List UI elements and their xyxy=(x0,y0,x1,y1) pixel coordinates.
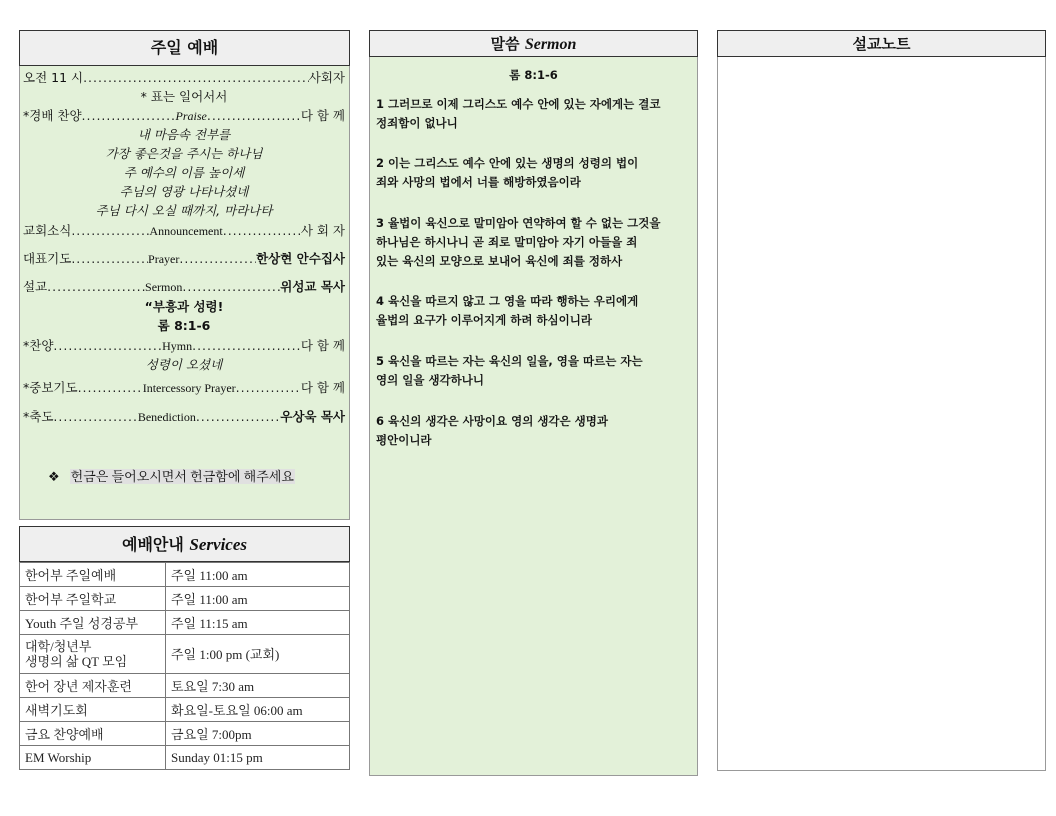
intercession-by: 다 함 께 xyxy=(300,380,345,395)
sermon-label: 설교 xyxy=(23,279,48,294)
prayer-label: 대표기도 xyxy=(23,251,72,266)
lyric-line: 주 예수의 이름 높이세 xyxy=(123,165,245,180)
verse-2 xyxy=(376,154,691,192)
service-name: 한어부 주일예배 xyxy=(20,563,166,587)
service-name: 금요 찬양예배 xyxy=(20,722,166,746)
verse-line: 율법의 요구가 이루어지게 하려 하심이니라 xyxy=(376,313,592,327)
service-time: 화요일-토요일 06:00 am xyxy=(166,698,350,722)
lyric-line: 주님의 영광 나타나셨네 xyxy=(119,184,249,199)
hymn-en: Hymn xyxy=(162,339,193,353)
lyric-line: 가장 좋은것을 주시는 하나님 xyxy=(105,146,263,161)
praise-label: *경배 찬양 xyxy=(23,108,82,123)
verse-line: 3 율법이 육신으로 말미암아 연약하여 할 수 없는 그것을 xyxy=(376,216,661,230)
service-time: 금요일 7:00pm xyxy=(166,722,350,746)
worship-leader: 사회자 xyxy=(308,70,345,85)
service-name: EM Worship xyxy=(20,746,166,770)
scripture-reference: 롬 8:1-6 xyxy=(509,68,558,82)
table-row xyxy=(20,746,350,770)
benediction-en: Benediction xyxy=(137,410,196,424)
hymn-by: 다 함 께 xyxy=(300,338,345,353)
table-row xyxy=(20,611,350,635)
hymn-title: 성령이 오셨네 xyxy=(145,357,223,372)
verse-line: 죄와 사망의 법에서 너를 해방하였음이라 xyxy=(376,175,581,189)
verse-5 xyxy=(376,352,691,390)
service-name: 한어 장년 제자훈련 xyxy=(20,674,166,698)
prayer-en: Prayer xyxy=(148,252,180,266)
worship-time-row xyxy=(23,69,345,87)
services-title-en: Services xyxy=(189,535,247,554)
notes-title: 설교노트 xyxy=(717,30,1046,57)
service-name-line1: 대학/청년부 xyxy=(25,639,92,654)
verse-line: 영의 일을 생각하나니 xyxy=(376,373,484,387)
services-title-kr: 예배안내 xyxy=(122,535,190,554)
verse-1 xyxy=(376,95,691,133)
prayer-by: 한상현 안수집사 xyxy=(256,251,345,266)
verse-line: 4 육신을 따르지 않고 그 영을 따라 행하는 우리에게 xyxy=(376,294,639,308)
offering-note xyxy=(48,468,345,486)
announce-row xyxy=(23,222,345,240)
offering-bullet-icon: ❖ xyxy=(48,469,60,484)
services-title xyxy=(19,526,350,562)
table-row xyxy=(20,635,350,674)
stand-note: * 표는 일어서서 xyxy=(140,89,228,104)
services-panel xyxy=(19,526,350,788)
service-name xyxy=(20,635,166,674)
verse-line: 5 육신을 따르는 자는 육신의 일을, 영을 따르는 자는 xyxy=(376,354,643,368)
service-time: 주일 11:00 am xyxy=(166,587,350,611)
verse-line: 평안이니라 xyxy=(376,433,432,447)
worship-order xyxy=(19,66,350,520)
service-time: 토요일 7:30 am xyxy=(166,674,350,698)
verse-line: 1 그러므로 이제 그리스도 예수 안에 있는 자에게는 결코 xyxy=(376,97,661,111)
benediction-row xyxy=(23,408,345,426)
sermon-en: Sermon xyxy=(145,280,183,294)
announce-by: 사 회 자 xyxy=(300,223,345,238)
service-name: 한어부 주일학교 xyxy=(20,587,166,611)
table-row xyxy=(20,587,350,611)
praise-row xyxy=(23,107,345,125)
sermon-by: 위성교 목사 xyxy=(280,279,346,294)
benediction-by: 우상욱 목사 xyxy=(280,409,345,424)
service-name-line2: 생명의 삶 QT 모임 xyxy=(25,654,128,669)
verse-line: 2 이는 그리스도 예수 안에 있는 생명의 성령의 법이 xyxy=(376,156,639,170)
verse-line: 6 육신의 생각은 사망이요 영의 생각은 생명과 xyxy=(376,414,608,428)
prayer-row xyxy=(23,250,345,268)
sermon-body xyxy=(369,57,698,776)
worship-title: 주일 예배 xyxy=(19,30,350,66)
praise-en: Praise xyxy=(175,109,207,123)
notes-area[interactable] xyxy=(717,57,1046,771)
sermon-title: “부흥과 성령! xyxy=(144,299,224,314)
worship-time: 오전 11 시 xyxy=(23,70,84,85)
benediction-label: *축도 xyxy=(23,409,54,424)
verse-4 xyxy=(376,292,691,330)
announce-label: 교회소식 xyxy=(23,223,72,238)
service-name: 새벽기도회 xyxy=(20,698,166,722)
intercession-label: *중보기도 xyxy=(23,380,78,395)
hymn-label: *찬양 xyxy=(23,338,54,353)
praise-by: 다 함 께 xyxy=(300,108,345,123)
verse-line: 하나님은 하시나니 곧 죄로 말미암아 자기 아들을 죄 xyxy=(376,235,638,249)
sermon-row xyxy=(23,278,345,296)
lyric-line: 주님 다시 오실 때까지, 마라나타 xyxy=(95,203,273,218)
sermon-ref: 롬 8:1-6 xyxy=(157,318,211,333)
sermon-title-kr: 말씀 xyxy=(490,35,525,53)
services-table xyxy=(19,562,350,770)
lyric-line: 내 마음속 전부를 xyxy=(137,127,231,142)
sermon-panel-title xyxy=(369,30,698,57)
verse-6 xyxy=(376,412,691,450)
verse-3 xyxy=(376,214,691,271)
intercession-en: Intercessory Prayer xyxy=(142,381,236,395)
verse-line: 정죄함이 없나니 xyxy=(376,116,458,130)
service-time: 주일 11:00 am xyxy=(166,563,350,587)
notes-panel xyxy=(717,30,1046,771)
offering-text: 헌금은 들어오시면서 헌금함에 해주세요 xyxy=(70,469,294,484)
table-row xyxy=(20,722,350,746)
service-time: 주일 11:15 am xyxy=(166,611,350,635)
table-row xyxy=(20,674,350,698)
intercession-row xyxy=(23,379,345,397)
worship-panel xyxy=(19,30,350,520)
sermon-panel xyxy=(369,30,698,776)
sermon-title-en: Sermon xyxy=(524,36,577,53)
announce-en: Announcement xyxy=(149,224,223,238)
hymn-row xyxy=(23,337,345,355)
service-time: 주일 1:00 pm (교회) xyxy=(166,635,350,674)
service-time: Sunday 01:15 pm xyxy=(166,746,350,770)
table-row xyxy=(20,563,350,587)
verse-line: 있는 육신의 모양으로 보내어 육신에 죄를 정하사 xyxy=(376,254,623,268)
table-row xyxy=(20,698,350,722)
service-name: Youth 주일 성경공부 xyxy=(20,611,166,635)
